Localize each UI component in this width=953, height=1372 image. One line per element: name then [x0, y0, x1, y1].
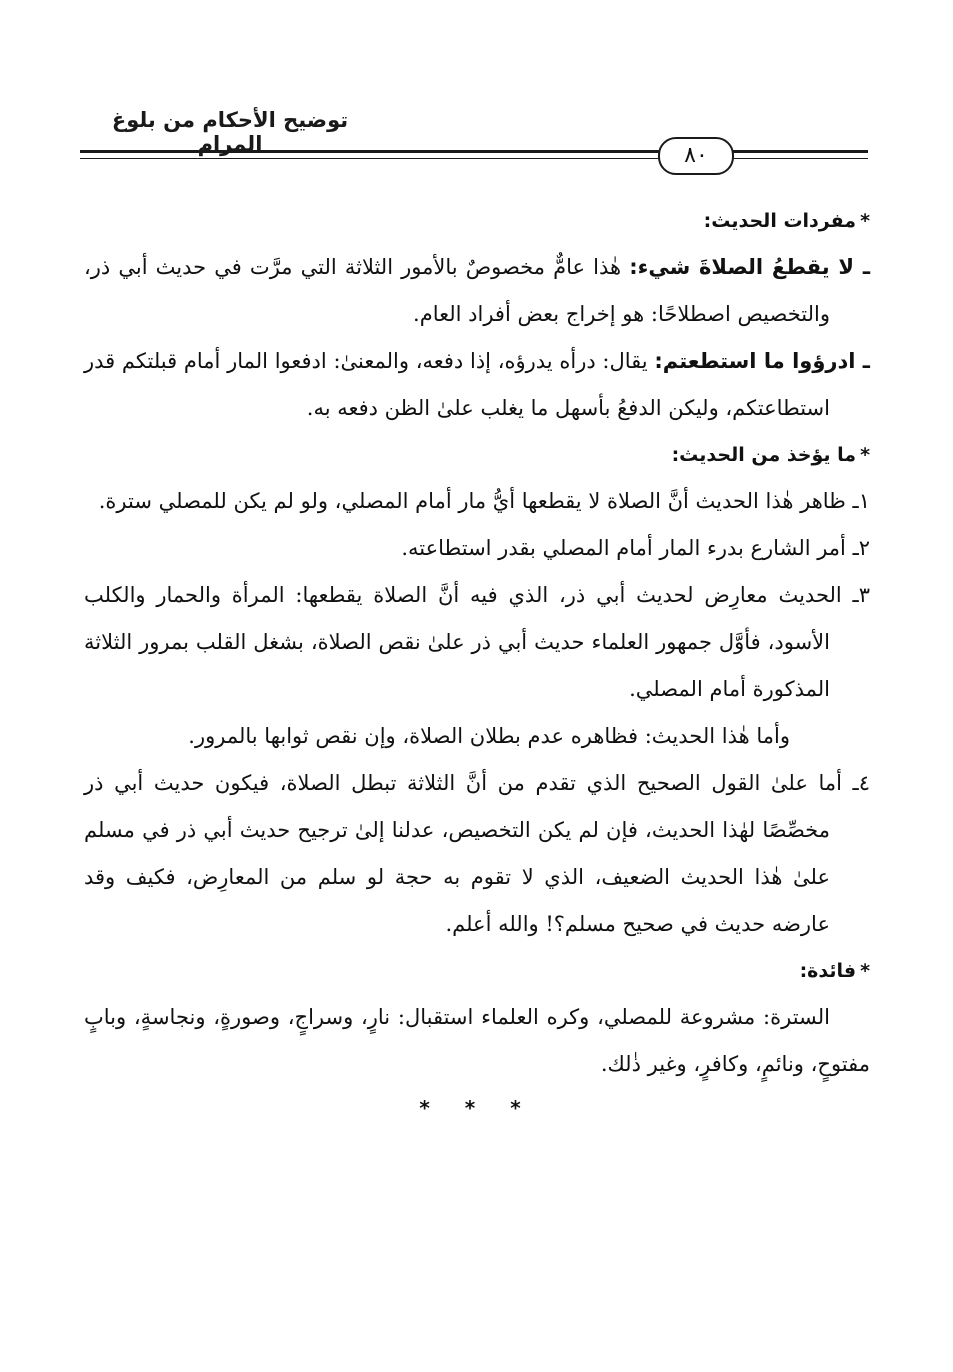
lesson-item: ٣ـ الحديث معارِض لحديث أبي ذر، الذي فيه أنَّ الصلاة يقطعها: المرأة والحمار والكلب الأسود، فأوَّل جمهور العلماء حديث أبي ذر علىٰ نقص الصلاة، بشغل القلب بمرور الثلاثة المذكورة أمام المصلي.: [84, 583, 870, 701]
heading-text: ما يؤخذ من الحديث:: [671, 444, 857, 466]
page-body: [84, 198, 870, 1128]
vocab-item: [84, 244, 870, 338]
section-heading-lessons: [84, 432, 870, 478]
header-rule: [728, 150, 868, 153]
star-marker: *: [860, 444, 870, 466]
lesson-item-continuation: وأما هٰذا الحديث: فظاهره عدم بطلان الصلاة، وإن نقص ثوابها بالمرور.: [188, 724, 790, 748]
heading-text: مفردات الحديث:: [703, 210, 857, 232]
heading-text: فائدة:: [799, 960, 857, 982]
section-heading-benefit: [84, 948, 870, 994]
benefit-paragraph: السترة: مشروعة للمصلي، وكره العلماء استقبال: نارٍ، وسراجٍ، وصورةٍ، ونجاسةٍ، وبابٍ مفتوحٍ، ونائمٍ، وكافرٍ، وغير ذٰلك.: [84, 1005, 870, 1076]
star-marker: *: [860, 960, 870, 982]
header-rule: [80, 158, 660, 159]
vocab-term: ـ ادرؤوا ما استطعتم:: [654, 349, 870, 373]
running-header-title: توضيح الأحكام من بلوغ المرام: [111, 108, 349, 156]
page-number: ٨٠: [658, 137, 734, 175]
section-heading-vocab: [84, 198, 870, 244]
header-rule: [728, 158, 868, 159]
vocab-definition: هٰذا عامٌّ مخصوصٌ بالأمور الثلاثة التي مرَّت في حديث أبي ذر، والتخصيص اصطلاحًا: هو إخراج بعض أفراد العام.: [84, 255, 830, 326]
lesson-item: ٢ـ أمر الشارع بدرء المار أمام المصلي بقدر استطاعته.: [401, 536, 870, 560]
vocab-definition: يقال: درأه يدرؤه، إذا دفعه، والمعنىٰ: ادفعوا المار أمام قبلتكم قدر استطاعتكم، وليكن الدفعُ بأسهل ما يغلب علىٰ الظن دفعه به.: [84, 349, 830, 420]
lesson-item: ١ـ ظاهر هٰذا الحديث أنَّ الصلاة لا يقطعها أيُّ مار أمام المصلي، ولو لم يكن للمصلي سترة.: [98, 489, 870, 513]
header-rule: [80, 150, 660, 153]
lesson-item: ٤ـ أما علىٰ القول الصحيح الذي تقدم من أنَّ الثلاثة تبطل الصلاة، فيكون حديث أبي ذر مخصِّصًا لهٰذا الحديث، فإن لم يكن التخصيص، عدلنا إلىٰ ترجيح حديث أبي ذر في مسلم علىٰ هٰذا الحديث الضعيف، الذي لا تقوم به حجة لو سلم من المعارِض، فكيف وقد عارضه حديث في صحيح مسلم؟! والله أعلم.: [84, 771, 870, 936]
vocab-term: ـ لا يقطعُ الصلاةَ شيء:: [629, 255, 870, 279]
section-end-marker: * * *: [419, 1096, 535, 1120]
vocab-item: [84, 338, 870, 432]
star-marker: *: [860, 210, 870, 232]
